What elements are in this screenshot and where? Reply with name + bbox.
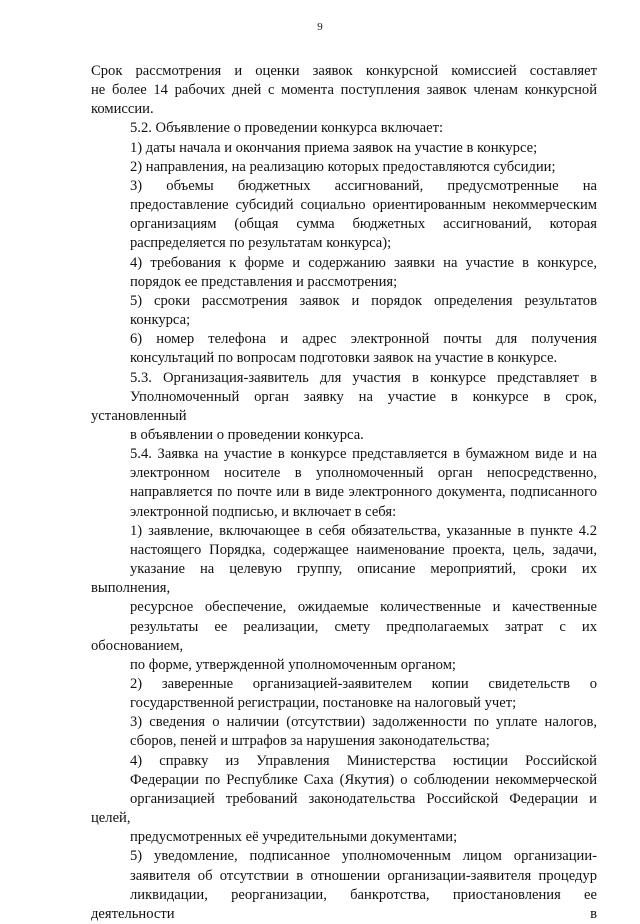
text-line: 5.2. Объявление о проведении конкурса включает: <box>130 120 444 137</box>
text-line: 6) номер телефона и адрес электронной почты для получения <box>130 331 597 348</box>
text-line: распределяется по результатам конкурса); <box>130 235 392 252</box>
text-line: 4) требования к форме и содержанию заявки на участие в конкурсе, <box>130 254 597 271</box>
text-line: конкурса; <box>130 312 191 329</box>
paragraph-p-review-deadline <box>91 62 597 119</box>
paragraph-p-5-2-1 <box>91 139 597 158</box>
paragraph-p-5-2-5 <box>91 292 597 330</box>
paragraph-p-5-2-4 <box>91 254 597 292</box>
paragraph-p-5-2-2 <box>91 158 597 177</box>
text-line: электронной подписью, и включает в себя: <box>130 503 397 520</box>
text-line: порядок ее представления и рассмотрения; <box>130 273 398 290</box>
text-line: 1) заявление, включающее в себя обязательства, указанные в пункте 4.2 <box>130 522 597 539</box>
text-line: заявителя об отсутствии в отношении организации-заявителя процедур <box>130 867 597 884</box>
paragraph-p-5-4-3 <box>91 713 597 751</box>
text-line: Срок рассмотрения и оценки заявок конкурсной комиссией составляет <box>91 63 597 79</box>
text-line: организациям (общая сумма бюджетных ассигнований, которая <box>130 216 597 233</box>
text-line: 1) даты начала и окончания приема заявок на участие в конкурсе; <box>130 139 538 156</box>
text-line: комиссии. <box>91 101 154 118</box>
paragraph-p-5-4-4 <box>91 752 597 848</box>
paragraph-p-5-3 <box>91 369 597 446</box>
paragraph-p-5-4-2 <box>91 675 597 713</box>
text-line: ресурсное обеспечение, ожидаемые количественные и качественные <box>130 599 597 616</box>
text-line: 2) направления, на реализацию которых предоставляются субсидии; <box>130 158 556 175</box>
text-line: 5) уведомление, подписанное уполномоченным лицом организации- <box>130 848 597 865</box>
text-line: предусмотренных её учредительными документами; <box>130 829 458 846</box>
text-line: 4) справку из Управления Министерства юстиции Российской <box>130 752 597 769</box>
paragraph-p-5-2 <box>91 119 597 138</box>
text-line: указание на целевую группу, описание мероприятий, сроки их выполнения, <box>91 561 597 597</box>
paragraph-p-5-4 <box>91 445 597 522</box>
text-line: 2) заверенные организацией-заявителем копии свидетельств о <box>130 676 597 692</box>
paragraph-p-5-2-3 <box>91 177 597 254</box>
text-line: направляется по почте или в виде электронного документа, подписанного <box>130 484 597 501</box>
text-line: ликвидации, реорганизации, банкротства, приостановления ее деятельности в <box>91 886 597 922</box>
text-line: предоставление субсидий социально ориентированным некоммерческим <box>130 197 597 214</box>
text-line: электронном носителе в уполномоченный орган непосредственно, <box>130 465 597 482</box>
paragraph-p-5-4-5 <box>91 847 597 924</box>
text-line: 5.4. Заявка на участие в конкурсе представляется в бумажном виде и на <box>130 446 597 463</box>
text-line: в объявлении о проведении конкурса. <box>130 426 364 443</box>
text-line: 3) объемы бюджетных ассигнований, предусмотренные на <box>130 177 597 194</box>
document-body <box>91 62 597 924</box>
text-line: консультаций по вопросам подготовки заявок на участие в конкурсе. <box>130 350 558 367</box>
text-line: государственной регистрации, постановке на налоговый учет; <box>130 695 517 712</box>
text-line: Уполномоченный орган заявку на участие в конкурсе в срок, установленный <box>91 388 597 424</box>
paragraph-p-5-2-6 <box>91 330 597 368</box>
text-line: сборов, пеней и штрафов за нарушения законодательства; <box>130 733 490 750</box>
text-line: 5) сроки рассмотрения заявок и порядок определения результатов <box>130 292 597 309</box>
page-number: 9 <box>317 21 323 33</box>
text-line: по форме, утвержденной уполномоченным органом; <box>130 656 456 673</box>
text-line: организацией требований законодательства Российской Федерации и целей, <box>91 790 597 827</box>
text-line: настоящего Порядка, содержащее наименование проекта, цель, задачи, <box>130 541 597 558</box>
text-line: результаты ее реализации, смету предполагаемых затрат с их обоснованием, <box>91 618 597 654</box>
text-line: Федерации по Республике Саха (Якутия) о соблюдении некоммерческой <box>130 771 597 788</box>
text-line: не более 14 рабочих дней с момента поступления заявок членам конкурсной <box>91 82 597 99</box>
text-line: 3) сведения о наличии (отсутствии) задолженности по уплате налогов, <box>130 714 597 731</box>
text-line: 5.3. Организация-заявитель для участия в конкурсе представляет в <box>130 369 597 386</box>
paragraph-p-5-4-1 <box>91 522 597 675</box>
